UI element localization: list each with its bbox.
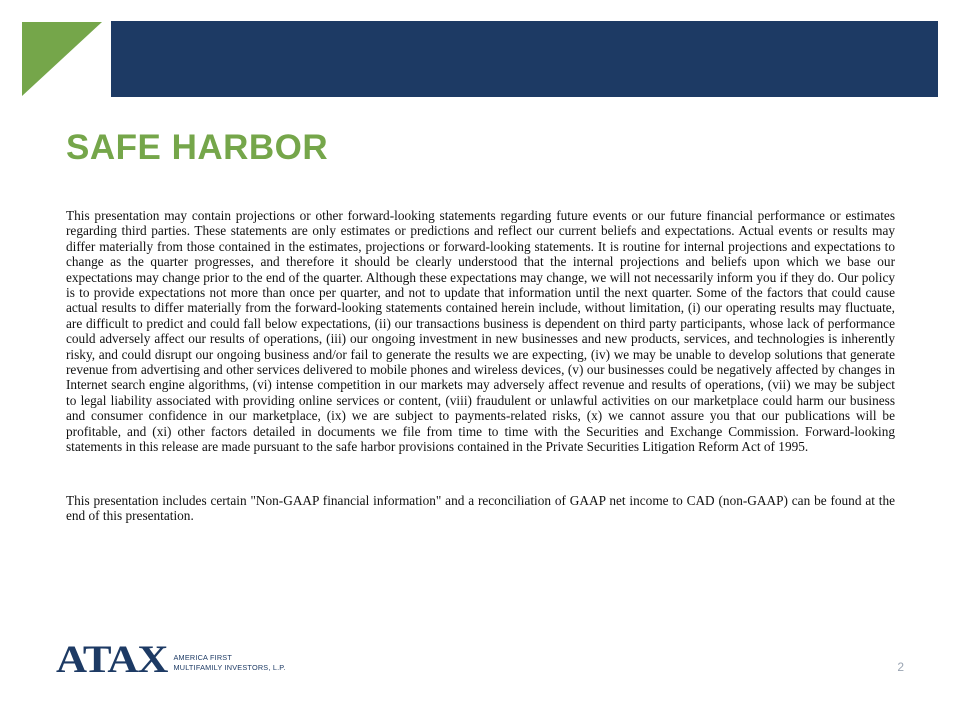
header-banner [111,21,938,97]
non-gaap-paragraph: This presentation includes certain "Non-GAAP financial information" and a reconciliation of GAAP net income to CAD (non-GAAP) can be found at the end of this presentation. [66,492,895,523]
logo-line-1: AMERICA FIRST [173,653,233,662]
company-logo [56,637,286,682]
body-text [66,208,895,523]
logo-line-2: MULTIFAMILY INVESTORS, L.P. [173,663,286,672]
page-number: 2 [897,660,904,674]
slide-title: SAFE HARBOR [66,128,329,167]
logo-mark: ATAX [56,637,168,682]
logo-tagline [173,653,285,673]
safe-harbor-paragraph: This presentation may contain projections or other forward-looking statements regarding future events or our future financial performance or estimates regarding third parties. These statements are only estimates or predictions and reflect our current beliefs and expectations. Actual events or results may differ materially from those contained in the estimates, projections or forward-looking statements. It is routine for internal projections and expectations to change as the quarter progresses, and therefore it should be clearly understood that the internal projections and beliefs upon which we base our expectations may change prior to the end of the quarter. Although these expectations may change, we will not necessarily inform you if they do. Our policy is to provide expectations not more than once per quarter, and not to update that information until the next quarter. Some of the factors that could cause actual results to differ materially from the forward-looking statements contained herein include, without limitation, (i) our operating results may fluctuate, are difficult to predict and could fall below expectations, (ii) our transactions business is dependent on third party participants, whose lack of performance could adversely affect our results of operations, (iii) our ongoing investment in new businesses and new products, services, and technologies is inherently risky, and could disrupt our ongoing business and/or fail to generate the results we are expecting, (iv) we may be unable to develop solutions that generate revenue from advertising and other services delivered to mobile phones and wireless devices, (v) our businesses could be negatively affected by changes in Internet search engine algorithms, (vi) intense competition in our markets may adversely affect revenue and results of operations, (vii) we may be subject to legal liability associated with providing online services or content, (viii) fraudulent or unlawful activities on our marketplace could harm our business and consumer confidence in our marketplace, (ix) we are subject to payments-related risks, (x) we cannot assure you that our publications will be profitable, and (xi) other factors detailed in documents we file from time to time with the Securities and Exchange Commission. Forward-looking statements in this release are made pursuant to the safe harbor provisions contained in the Private Securities Litigation Reform Act of 1995. [66,208,895,455]
header-accent-triangle [22,22,102,96]
